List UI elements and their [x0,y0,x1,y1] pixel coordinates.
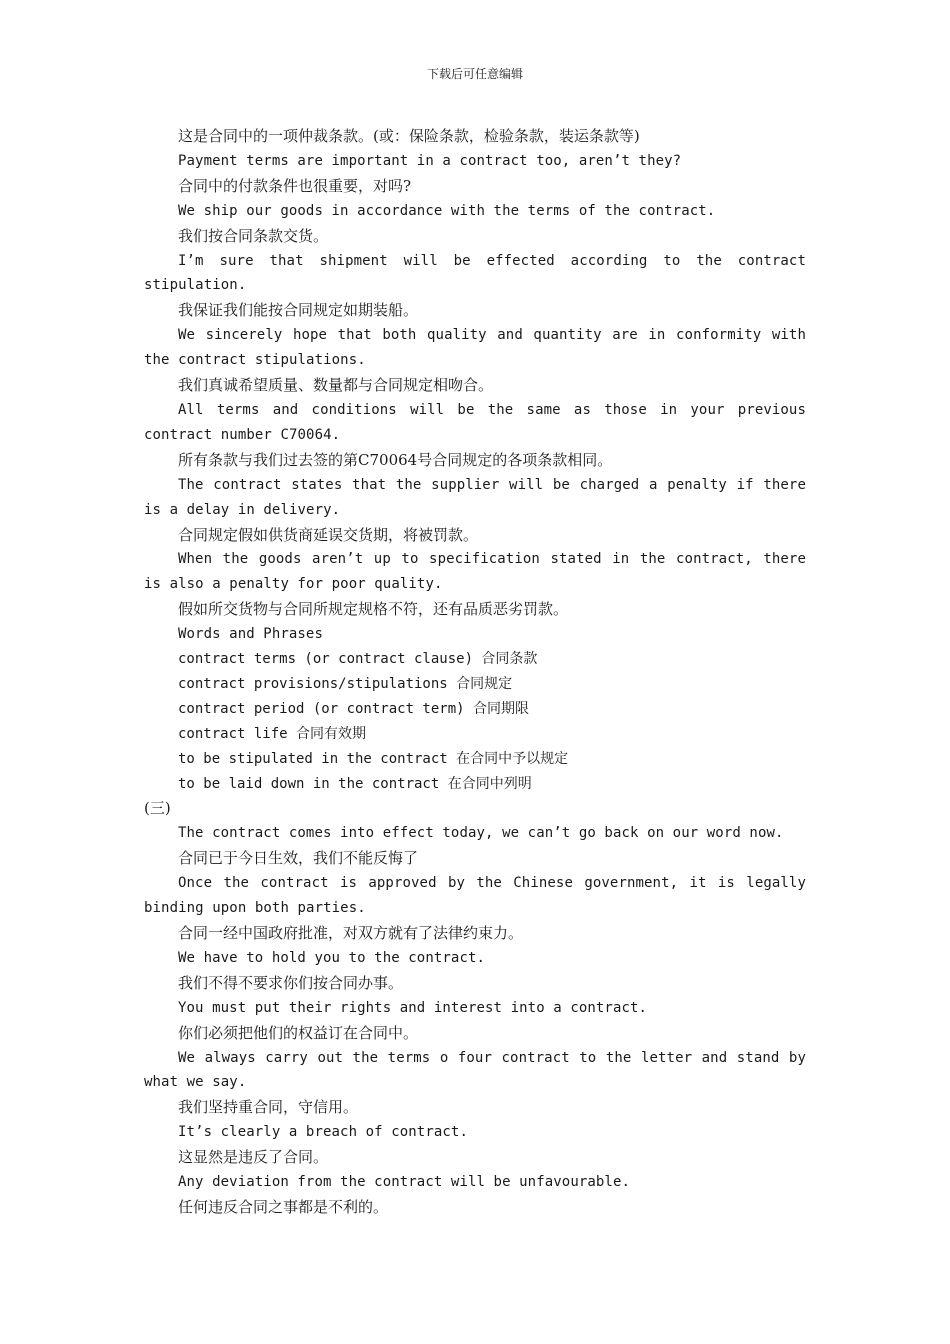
section-heading: (三) [144,799,171,818]
text-line: When the goods aren’t up to specification stated in the contract, there is also a penalty for poor quality. [144,551,806,593]
text-line: Words and Phrases [178,626,323,643]
text-line: to be laid down in the contract 在合同中列明 [178,775,532,792]
text-line: All terms and conditions will be the same as those in your previous contract number C70064. [144,401,806,443]
text-line: 合同一经中国政府批准，对双方就有了法律约束力。 [178,924,524,942]
text-line: 合同已于今日生效，我们不能反悔了 [178,849,419,868]
text-line: 所有条款与我们过去签的第C70064号合同规定的各项条款相同。 [178,450,613,469]
text-line: 假如所交货物与合同所规定规格不符，还有品质恶劣罚款。 [178,600,569,619]
text-line: 我们真诚希望质量、数量都与合同规定相吻合。 [178,376,494,395]
text-line: The contract states that the supplier will be charged a penalty if there is a delay in delivery. [144,476,806,518]
text-line: 我保证我们能按合同规定如期装船。 [178,301,419,320]
text-line: We have to hold you to the contract. [178,949,486,966]
text-line: 我们按合同条款交货。 [178,226,329,245]
document-body [144,124,806,1220]
text-line: 你们必须把他们的权益订在合同中。 [178,1023,419,1042]
text-line: 我们坚持重合同，守信用。 [178,1098,359,1117]
text-line: We sincerely hope that both quality and quantity are in conformity with the contract stipulations. [144,327,806,369]
text-line: 这显然是违反了合同。 [178,1148,329,1167]
text-line: contract life 合同有效期 [178,725,367,742]
text-line: We ship our goods in accordance with the terms of the contract. [178,202,716,219]
text-line: contract period (or contract term) 合同期限 [178,700,530,717]
text-line: Once the contract is approved by the Chinese government, it is legally binding upon both parties. [144,875,806,917]
text-line: to be stipulated in the contract 在合同中予以规定 [178,750,569,767]
page-header: 下载后可任意编辑 [426,67,523,81]
text-line: contract terms (or contract clause) 合同条款 [178,651,538,668]
text-line: 我们不得不要求你们按合同办事。 [178,973,404,992]
text-line: 这是合同中的一项仲裁条款。(或：保险条款，检验条款，装运条款等) [178,127,640,145]
text-line: You must put their rights and interest into a contract. [178,999,648,1016]
text-line: The contract comes into effect today, we can’t go back on our word now. [178,825,784,842]
text-line: We always carry out the terms o four contract to the letter and stand by what we say. [144,1049,806,1091]
text-line: 合同中的付款条件也很重要，对吗? [178,176,412,195]
text-line: Any deviation from the contract will be unfavourable. [178,1174,631,1191]
text-line: It’s clearly a breach of contract. [178,1124,468,1141]
text-line: I’m sure that shipment will be effected according to the contract stipulation. [144,252,806,294]
text-line: 合同规定假如供货商延误交货期，将被罚款。 [178,525,479,544]
text-line: 任何违反合同之事都是不利的。 [178,1197,389,1216]
text-line: Payment terms are important in a contract too, aren’t they? [178,152,682,169]
text-line: contract provisions/stipulations 合同规定 [178,675,513,692]
